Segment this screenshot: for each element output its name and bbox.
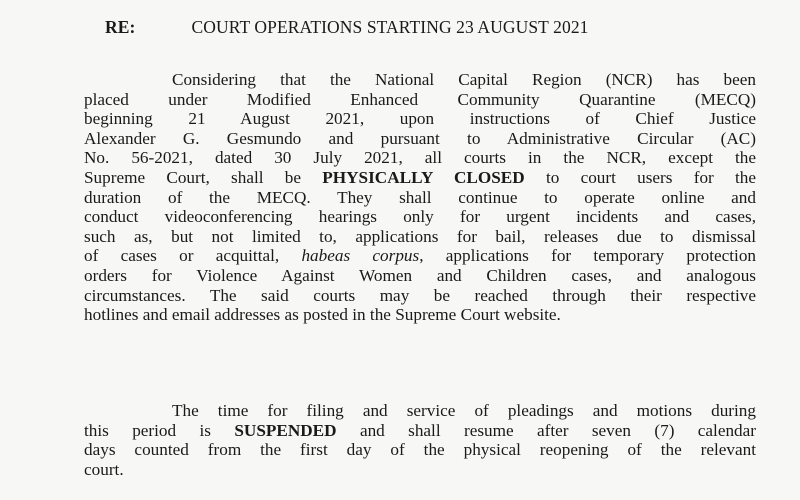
re-label: RE: [105,17,136,37]
text-line [84,246,756,266]
text-line: orders for Violence Against Women and Children cases, and analogous [84,265,756,285]
text-line: Considering that the National Capital Region (NCR) has been [172,70,756,89]
text-segment: , applications for temporary protection [419,246,757,266]
re-line [105,17,760,38]
italic-habeas-corpus: habeas corpus [301,246,420,266]
text-line: hotlines and email addresses as posted in the Supreme Court website. [84,305,561,325]
text-line [84,421,756,441]
text-line: conduct videoconferencing hearings only for urgent incidents and cases, [84,207,756,227]
paragraph-filing-suspension [84,401,756,479]
text-line: placed under Modified Enhanced Community Quarantine (MECQ) [84,89,756,109]
emphasis-physically-closed: PHYSICALLY CLOSED [322,167,525,187]
text-line: court. [84,459,124,479]
text-segment: Supreme Court, shall be [84,167,323,187]
text-segment: of cases or acquittal, [84,246,302,266]
text-segment: this period is [84,420,235,440]
paragraph-court-closure [84,70,756,325]
re-subject: COURT OPERATIONS STARTING 23 AUGUST 2021 [191,17,589,37]
text-line: No. 56-2021, dated 30 July 2021, all courts in the NCR, except the [84,148,756,168]
text-line: beginning 21 August 2021, upon instructions of Chief Justice [84,109,756,129]
text-line [84,168,756,188]
text-segment: and shall resume after seven (7) calendar [336,420,756,440]
text-segment: to court users for the [524,167,757,187]
text-line: Alexander G. Gesmundo and pursuant to Administrative Circular (AC) [84,128,756,148]
emphasis-suspended: SUSPENDED [234,420,337,440]
text-line: days counted from the first day of the physical reopening of the relevant [84,440,756,460]
text-line: such as, but not limited to, applications for bail, releases due to dismissal [84,226,756,246]
text-line: duration of the MECQ. They shall continue to operate online and [84,187,756,207]
text-line: The time for filing and service of pleadings and motions during [172,401,756,420]
text-line: circumstances. The said courts may be reached through their respective [84,285,756,305]
